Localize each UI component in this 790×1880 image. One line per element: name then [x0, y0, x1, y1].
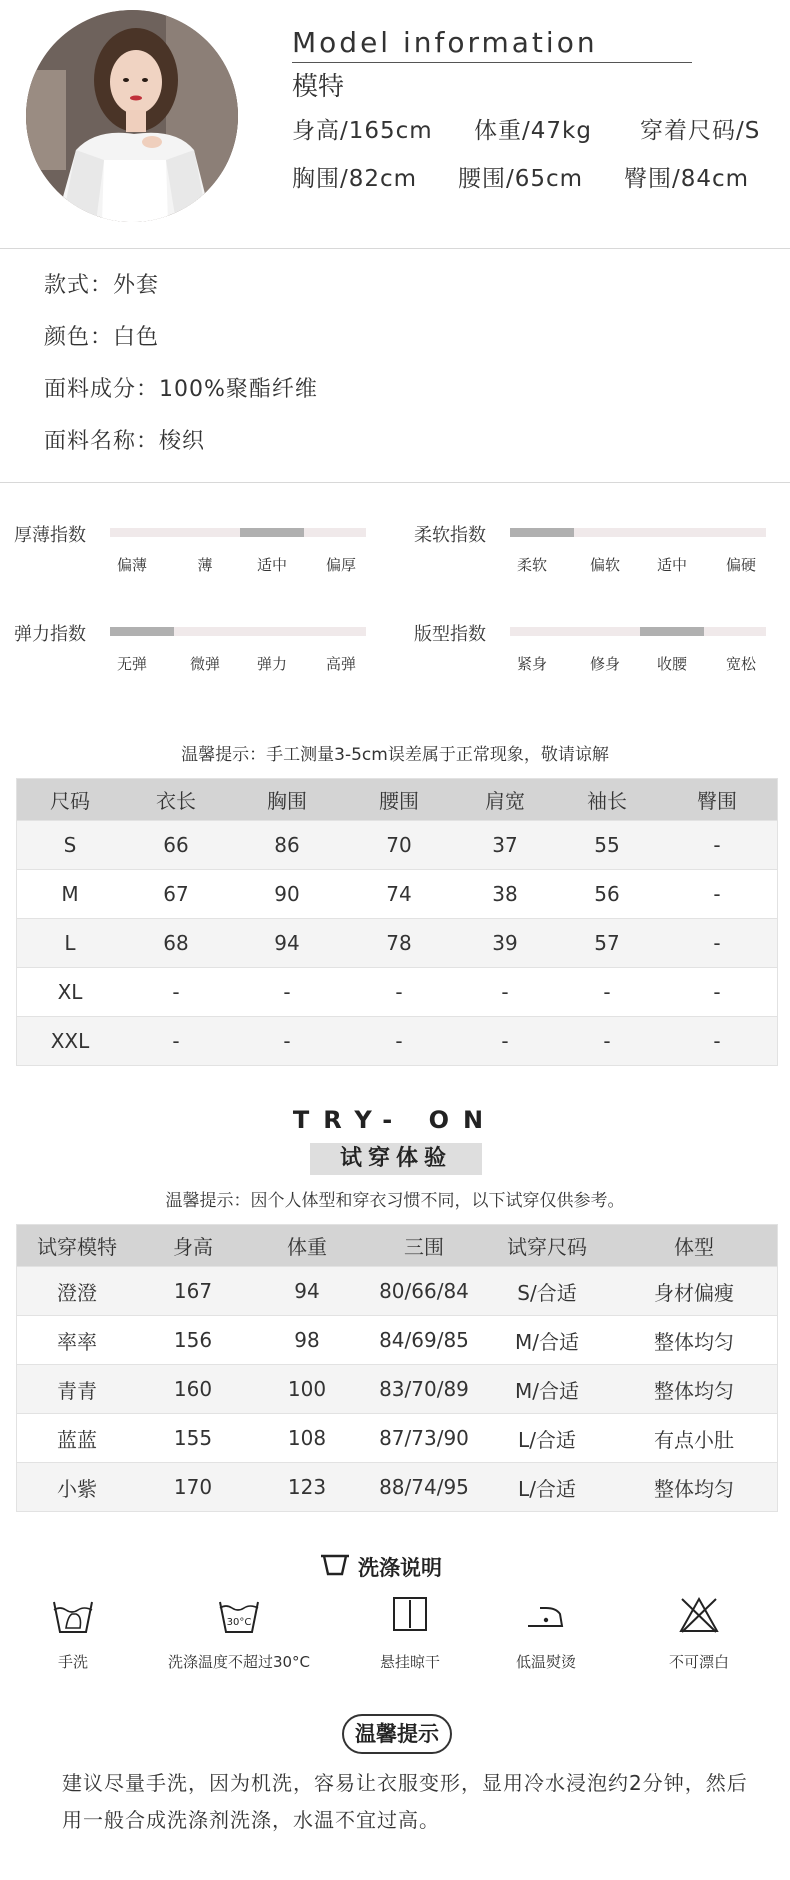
index-track — [110, 528, 366, 537]
index-selected-marker — [510, 528, 574, 537]
table-row — [17, 870, 778, 919]
index-label: 版型指数 — [414, 624, 486, 645]
spec-composition: 面料成分：100%聚酯纤维 — [44, 377, 318, 402]
table-row — [17, 1463, 778, 1512]
index-option: 偏硬 — [725, 556, 757, 574]
column-header: 腰围 — [345, 779, 453, 821]
column-header: 胸围 — [229, 779, 345, 821]
table-cell: - — [345, 968, 453, 1017]
table-cell: - — [453, 1017, 557, 1066]
table-cell: 68 — [123, 919, 229, 968]
divider — [0, 248, 790, 249]
model-waist: 腰围/65cm — [458, 166, 584, 192]
table-cell: 167 — [137, 1267, 249, 1316]
table-cell: - — [453, 968, 557, 1017]
column-header: 臀围 — [657, 779, 778, 821]
wash-label-temp: 洗涤温度不超过30°C — [167, 1653, 311, 1671]
size-chart-note: 温馨提示：手工测量3-5cm误差属于正常现象，敬请谅解 — [181, 745, 609, 765]
model-bust: 胸围/82cm — [292, 166, 418, 192]
table-row — [17, 968, 778, 1017]
column-header: 试穿尺码 — [483, 1225, 611, 1267]
index-track — [510, 627, 766, 636]
table-cell: 94 — [229, 919, 345, 968]
spec-fabric: 面料名称：梭织 — [44, 429, 206, 454]
index-option: 修身 — [589, 655, 621, 673]
table-cell: M — [17, 870, 124, 919]
index-option: 弹力 — [256, 655, 288, 673]
column-header: 衣长 — [123, 779, 229, 821]
table-cell: 98 — [249, 1316, 365, 1365]
index-option: 偏薄 — [116, 556, 148, 574]
table-cell: L — [17, 919, 124, 968]
table-cell: 57 — [557, 919, 657, 968]
table-cell: 84/69/85 — [365, 1316, 483, 1365]
column-header: 三围 — [365, 1225, 483, 1267]
table-cell: 160 — [137, 1365, 249, 1414]
table-row — [17, 919, 778, 968]
column-header: 体型 — [611, 1225, 778, 1267]
table-cell: 67 — [123, 870, 229, 919]
column-header: 体重 — [249, 1225, 365, 1267]
column-header: 尺码 — [17, 779, 124, 821]
table-cell: 94 — [249, 1267, 365, 1316]
table-cell: 小紫 — [17, 1463, 138, 1512]
table-cell: - — [557, 1017, 657, 1066]
column-header: 试穿模特 — [17, 1225, 138, 1267]
table-cell: S — [17, 821, 124, 870]
hang-dry-icon — [392, 1596, 428, 1632]
tryon-note: 温馨提示：因个人体型和穿衣习惯不同，以下试穿仅供参考。 — [165, 1191, 625, 1211]
table-cell: 78 — [345, 919, 453, 968]
spec-style: 款式：外套 — [44, 273, 160, 298]
wash-basin-icon — [320, 1553, 350, 1577]
table-cell: 156 — [137, 1316, 249, 1365]
table-cell: - — [657, 821, 778, 870]
table-cell: - — [123, 968, 229, 1017]
table-cell: 身材偏瘦 — [611, 1267, 778, 1316]
table-cell: 70 — [345, 821, 453, 870]
wash-30c-icon — [218, 1598, 260, 1636]
table-cell: 率率 — [17, 1316, 138, 1365]
table-cell: 青青 — [17, 1365, 138, 1414]
table-cell: - — [345, 1017, 453, 1066]
model-hip: 臀围/84cm — [624, 166, 750, 192]
index-option: 偏厚 — [325, 556, 357, 574]
table-cell: - — [229, 968, 345, 1017]
index-option: 适中 — [256, 556, 288, 574]
column-header: 肩宽 — [453, 779, 557, 821]
table-cell: M/合适 — [483, 1316, 611, 1365]
index-selected-marker — [240, 528, 304, 537]
title-underline — [292, 62, 692, 63]
tryon-table — [16, 1224, 778, 1512]
index-option: 适中 — [656, 556, 688, 574]
table-row — [17, 1267, 778, 1316]
table-cell: 100 — [249, 1365, 365, 1414]
table-cell: 86 — [229, 821, 345, 870]
tip-text: 建议尽量手洗，因为机洗，容易让衣服变形，显用冷水浸泡约2分钟，然后用一般合成洗涤剂洗涤，水温不宜过高。 — [62, 1771, 748, 1832]
table-cell: L/合适 — [483, 1414, 611, 1463]
model-photo — [26, 10, 238, 222]
index-option: 微弹 — [189, 655, 221, 673]
index-option: 无弹 — [116, 655, 148, 673]
tryon-title: TRY- ON — [292, 1106, 498, 1134]
table-cell: 74 — [345, 870, 453, 919]
column-header: 袖长 — [557, 779, 657, 821]
table-cell: - — [557, 968, 657, 1017]
index-track — [110, 627, 366, 636]
column-header: 身高 — [137, 1225, 249, 1267]
table-cell: 87/73/90 — [365, 1414, 483, 1463]
wash-label-hand: 手洗 — [57, 1653, 88, 1671]
table-row — [17, 1316, 778, 1365]
table-cell: 整体均匀 — [611, 1316, 778, 1365]
table-cell: 蓝蓝 — [17, 1414, 138, 1463]
table-cell: S/合适 — [483, 1267, 611, 1316]
table-cell: - — [657, 919, 778, 968]
table-cell: - — [657, 870, 778, 919]
table-cell: 整体均匀 — [611, 1365, 778, 1414]
table-cell: XL — [17, 968, 124, 1017]
index-track — [510, 528, 766, 537]
table-row — [17, 1017, 778, 1066]
table-cell: 90 — [229, 870, 345, 919]
table-row — [17, 821, 778, 870]
washing-title: 洗涤说明 — [358, 1556, 442, 1580]
index-selected-marker — [640, 627, 704, 636]
table-cell: 37 — [453, 821, 557, 870]
divider — [0, 482, 790, 483]
model-photo-illustration — [26, 10, 238, 222]
index-label: 弹力指数 — [14, 624, 86, 645]
table-cell: 83/70/89 — [365, 1365, 483, 1414]
spec-color: 颜色：白色 — [44, 325, 160, 350]
index-label: 厚薄指数 — [14, 525, 86, 546]
table-cell: 整体均匀 — [611, 1463, 778, 1512]
index-option: 紧身 — [516, 655, 548, 673]
index-option: 宽松 — [725, 655, 757, 673]
wash-label-bleach: 不可漂白 — [668, 1653, 729, 1671]
table-cell: - — [657, 968, 778, 1017]
table-cell: 80/66/84 — [365, 1267, 483, 1316]
table-row — [17, 1414, 778, 1463]
wash-label-iron: 低温熨烫 — [515, 1653, 576, 1671]
index-option: 柔软 — [516, 556, 548, 574]
table-cell: - — [123, 1017, 229, 1066]
model-info-title: Model information — [292, 26, 598, 59]
model-size: 穿着尺码/S — [640, 118, 761, 144]
index-option: 高弹 — [325, 655, 357, 673]
index-option: 偏软 — [589, 556, 621, 574]
index-option: 收腰 — [656, 655, 688, 673]
table-cell: 有点小肚 — [611, 1414, 778, 1463]
table-cell: 108 — [249, 1414, 365, 1463]
table-cell: 88/74/95 — [365, 1463, 483, 1512]
table-cell: L/合适 — [483, 1463, 611, 1512]
model-height: 身高/165cm — [292, 118, 433, 144]
wash-label-hang: 悬挂晾干 — [379, 1653, 440, 1671]
table-cell: 39 — [453, 919, 557, 968]
index-option: 薄 — [197, 556, 213, 574]
table-cell: 123 — [249, 1463, 365, 1512]
low-iron-icon — [526, 1604, 566, 1630]
table-cell: 170 — [137, 1463, 249, 1512]
no-bleach-icon — [678, 1596, 720, 1634]
table-cell: 澄澄 — [17, 1267, 138, 1316]
table-cell: 66 — [123, 821, 229, 870]
index-label: 柔软指数 — [414, 525, 486, 546]
table-cell: - — [229, 1017, 345, 1066]
table-cell: 38 — [453, 870, 557, 919]
wash-temp-badge: 30°C — [226, 1617, 252, 1628]
table-row — [17, 1365, 778, 1414]
table-cell: 56 — [557, 870, 657, 919]
tip-title: 温馨提示 — [342, 1714, 452, 1754]
model-subtitle: 模特 — [292, 72, 345, 102]
size-chart-header — [17, 779, 778, 821]
tryon-subtitle: 试穿体验 — [310, 1143, 482, 1175]
hand-wash-icon — [52, 1598, 94, 1636]
table-cell: 155 — [137, 1414, 249, 1463]
index-selected-marker — [110, 627, 174, 636]
size-chart-table — [16, 778, 778, 1066]
table-cell: M/合适 — [483, 1365, 611, 1414]
tryon-header — [17, 1225, 778, 1267]
table-cell: XXL — [17, 1017, 124, 1066]
table-cell: - — [657, 1017, 778, 1066]
table-cell: 55 — [557, 821, 657, 870]
model-weight: 体重/47kg — [474, 118, 592, 144]
